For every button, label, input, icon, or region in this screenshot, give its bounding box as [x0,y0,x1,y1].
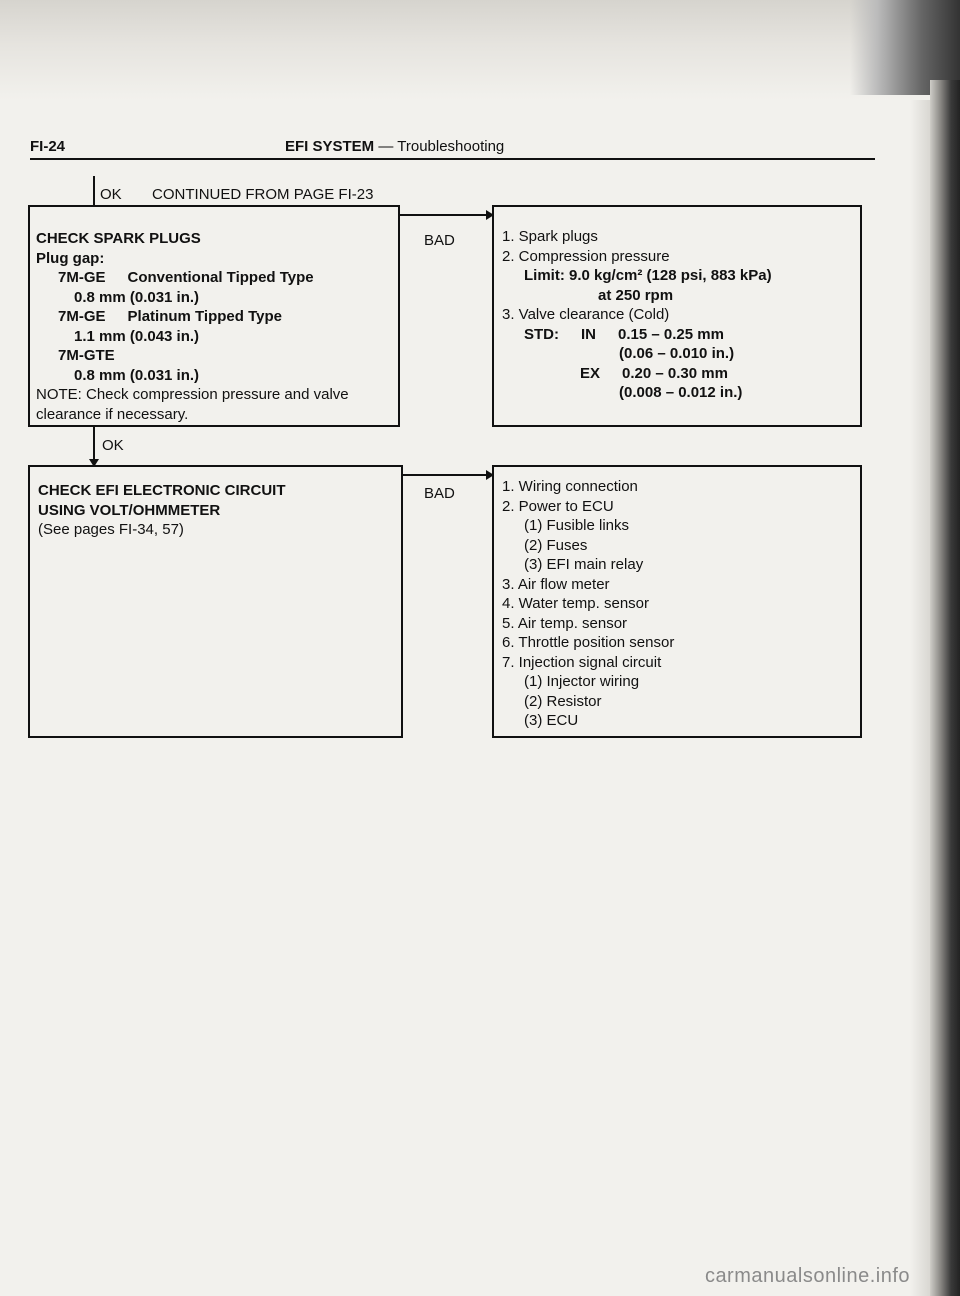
continued-text: CONTINUED FROM PAGE FI-23 [152,186,374,203]
spec2-value: 1.1 mm (0.043 in.) [74,327,200,345]
step1-bad-causes-box [492,205,862,427]
spec1-value: 0.8 mm (0.031 in.) [74,288,200,306]
continued-note [100,186,373,203]
cause-ecu: (3) ECU [524,712,579,729]
compression-limit [502,266,852,286]
compression-rpm: at 250 rpm [598,286,674,304]
page-header [30,138,875,160]
step1-ok-label: OK [102,437,124,454]
in-label: IN [581,325,596,343]
step2-bad-arrow [403,474,492,476]
cause-efi-main-relay: (3) EFI main relay [524,556,644,573]
plug-gap-label: Plug gap: [36,249,105,267]
step1-title: CHECK SPARK PLUGS [36,230,201,247]
cause-resistor: (2) Resistor [524,692,602,710]
spec1-type: Conventional Tipped Type [127,269,314,286]
cause-compression: 2. Compression pressure [502,247,670,265]
ex-value: 0.20 – 0.30 mm [622,364,728,382]
step1-ok-arrow [93,427,95,465]
scan-binding-edge [930,80,960,1296]
cause-water-temp-sensor: 4. Water temp. sensor [502,595,649,612]
check-spark-plugs-box [28,205,400,427]
step1-bad-arrow [400,214,492,216]
spec2-type: Platinum Tipped Type [127,308,282,325]
spec1-model: 7M-GE [58,269,106,286]
cause-air-temp-sensor: 5. Air temp. sensor [502,614,628,632]
scan-shading-top [0,0,960,100]
scan-shading-right [910,100,930,1296]
check-efi-circuit-box [28,465,403,738]
cause-fusible-links: (1) Fusible links [524,517,630,534]
cause-spark-plugs: 1. Spark plugs [502,228,598,245]
continued-connector [93,176,95,206]
step2-reference: (See pages FI-34, 57) [38,521,184,538]
spec2-heading [36,307,392,327]
continued-ok: OK [100,186,122,203]
step1-note: NOTE: Check compression pressure and valve clearance if necessary. [36,386,349,423]
watermark: carmanualsonline.info [704,1265,910,1287]
step2-bad-label: BAD [424,485,455,502]
spec3-value: 0.8 mm (0.031 in.) [74,366,200,384]
page-number: FI-24 [30,138,66,155]
spec1-heading [36,268,392,288]
spec3-model: 7M-GTE [58,347,115,364]
step2-bad-causes-box [492,465,862,738]
step1-bad-label: BAD [424,232,455,249]
step2-title: CHECK EFI ELECTRONIC CIRCUIT [38,482,286,499]
limit-value: 9.0 kg/cm² (128 psi, 883 kPa) [569,267,772,284]
cause-throttle-position-sensor: 6. Throttle position sensor [502,634,675,651]
ex-inch: (0.008 – 0.012 in.) [619,384,743,401]
cause-fuses: (2) Fuses [524,536,588,554]
cause-power-to-ecu: 2. Power to ECU [502,497,614,515]
in-inch: (0.06 – 0.010 in.) [619,345,735,362]
spec2-model: 7M-GE [58,308,106,325]
in-value: 0.15 – 0.25 mm [618,325,724,343]
cause-wiring-connection: 1. Wiring connection [502,478,638,495]
cause-valve-clearance: 3. Valve clearance (Cold) [502,306,670,323]
ex-label: EX [580,364,601,382]
step2-subtitle: USING VOLT/OHMMETER [38,501,221,519]
cause-injection-signal-circuit: 7. Injection signal circuit [502,653,662,671]
limit-label: Limit: [524,267,565,284]
cause-injector-wiring: (1) Injector wiring [524,673,640,690]
page-title [285,138,504,155]
valve-ex [502,364,852,384]
std-label: STD: [524,325,559,343]
section-title: EFI SYSTEM [285,138,375,155]
section-subtitle: — Troubleshooting [378,138,505,155]
valve-std-in [502,325,852,345]
cause-air-flow-meter: 3. Air flow meter [502,575,610,593]
